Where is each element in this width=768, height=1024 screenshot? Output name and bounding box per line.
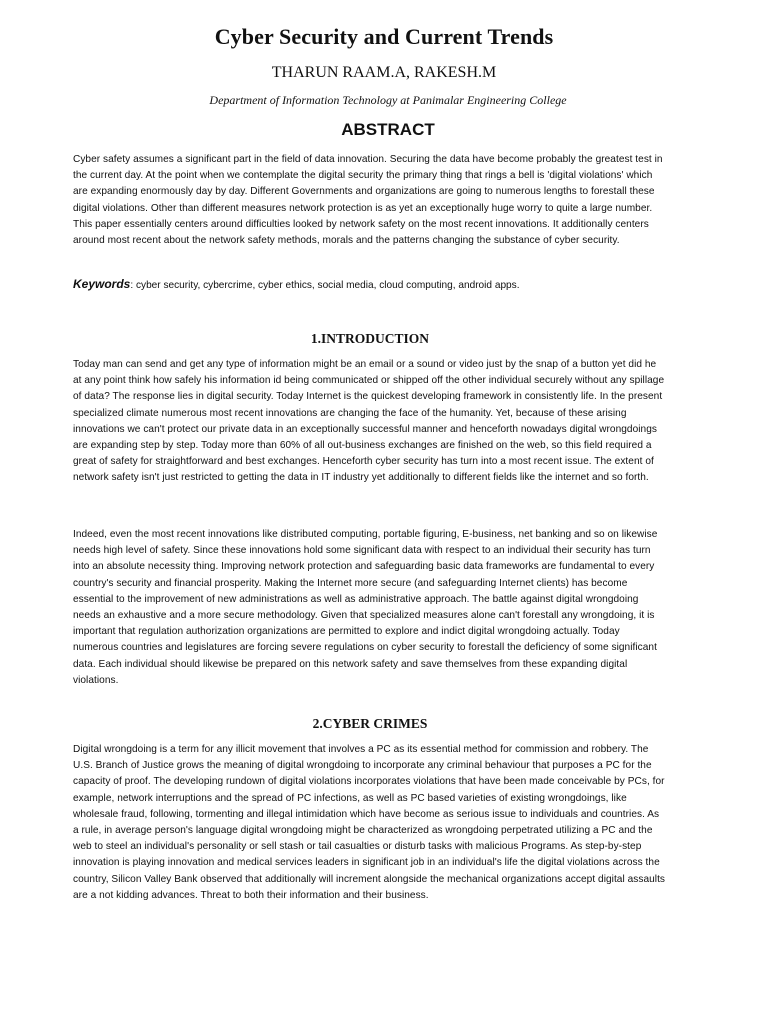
- keywords-text: cyber security, cybercrime, cyber ethics, social media, cloud computing, android apps.: [133, 280, 520, 291]
- paper-authors: THARUN RAAM.A, RAKESH.M: [271, 64, 497, 81]
- keywords-line: [73, 276, 693, 294]
- introduction-paragraph-2: Indeed, even the most recent innovations like distributed computing, portable figuring, E-business, net banking and so on likewise needs high level of safety. Since these innovations hold some significant data with respect to an individual their security has turn into an absolute necessity thing. Improving network protection and safeguarding basic data frameworks are fundamental to every country's security and financial prosperity. Making the Internet more secure (and safeguarding Internet clients) has become essential to the improvement of new administrations as well as administrative approach. The battle against digital wrongdoing needs an exhaustive and a more secure methodology. Given that specialized measures alone can't forestall any wrongdoing, it is important that regulation authorization organizations are permitted to explore and indict digital wrongdoing actually. Today numerous countries and legislatures are forcing severe regulations on cyber security to forestall the deficiency of some significant data. Each individual should likewise be prepared on this network safety and save themselves from these expanding digital violations.: [73, 529, 658, 686]
- section-heading-introduction: 1.INTRODUCTION: [310, 331, 430, 346]
- keywords-separator: :: [130, 280, 134, 291]
- abstract-text: Cyber safety assumes a significant part in the field of data innovation. Securing the data have become probably the greatest test in the current day. At the point when we contemplate the digital security the primary thing that rings a bell is 'digital violations' which are expanding enormously day by day. Different Governments and organizations are going to numerous lengths to forestall these digital violations. Other than different measures network protection is as yet an exceptionally huge worry to quite a large number. This paper essentially centers around difficulties looked by network safety on the most recent innovations. It additionally centers around most recent about the network safety methods, morals and the patterns changing the substance of cyber security.: [73, 154, 663, 247]
- cyber-crimes-paragraph-1: Digital wrongdoing is a term for any illicit movement that involves a PC as its essential method for commission and robbery. The U.S. Branch of Justice grows the meaning of digital wrongdoing to incorporate any criminal behaviour that purposes a PC for the capacity of proof. The developing rundown of digital violations incorporates violations that have been made conceivable by PCs, for example, network interruptions and the spread of PC infections, as well as PC based varieties of existing wrongdoings, like wholesale fraud, following, tormenting and illegal intimidation which have become as serious issue to individuals and countries. As a rule, in average person's language digital wrongdoing might be characterized as wrongdoing perpetrated utilizing a PC and the web to steel an individual's personality or sell stash or tail casualties or disturb tasks with malicious Programs. As step-by-step innovation is playing innovation and medical services leaders in significant job in an individual's life the digital violations across the country, Silicon Valley Bank observed that additionally will increment alongside the mechanical organizations accept digital assaults are a not kidding advances. Threat to both their information and their business.: [73, 744, 666, 901]
- keywords-label: Keywords: [73, 277, 131, 291]
- author-affiliation: Department of Information Technology at Panimalar Engineering College: [209, 93, 567, 107]
- abstract-heading: ABSTRACT: [341, 120, 435, 139]
- section-heading-cyber-crimes: 2.CYBER CRIMES: [312, 716, 428, 731]
- introduction-paragraph-1: Today man can send and get any type of information might be an email or a sound or video just by the snap of a button yet did he at any point think how safely his information id being communicated or shipped off the other individual securely without any spillage of data? The response lies in digital security. Today Internet is the quickest developing framework in consistently life. In the present specialized climate numerous most recent innovations are changing the face of the humanity. Yet, because of these arising innovations we can't protect our private data in an exceptionally successful manner and henceforth nowadays digital wrongdoings are expanding step by step. Today more than 60% of all out-business exchanges are finished on the web, so this field required a great of safety for straightforward and best exchanges. Henceforth cyber security has turn into a most recent issue. The extent of network safety isn't just restricted to getting the data in IT industry yet additionally to different fields like the internet and so forth.: [73, 359, 665, 484]
- paper-title: Cyber Security and Current Trends: [214, 24, 554, 49]
